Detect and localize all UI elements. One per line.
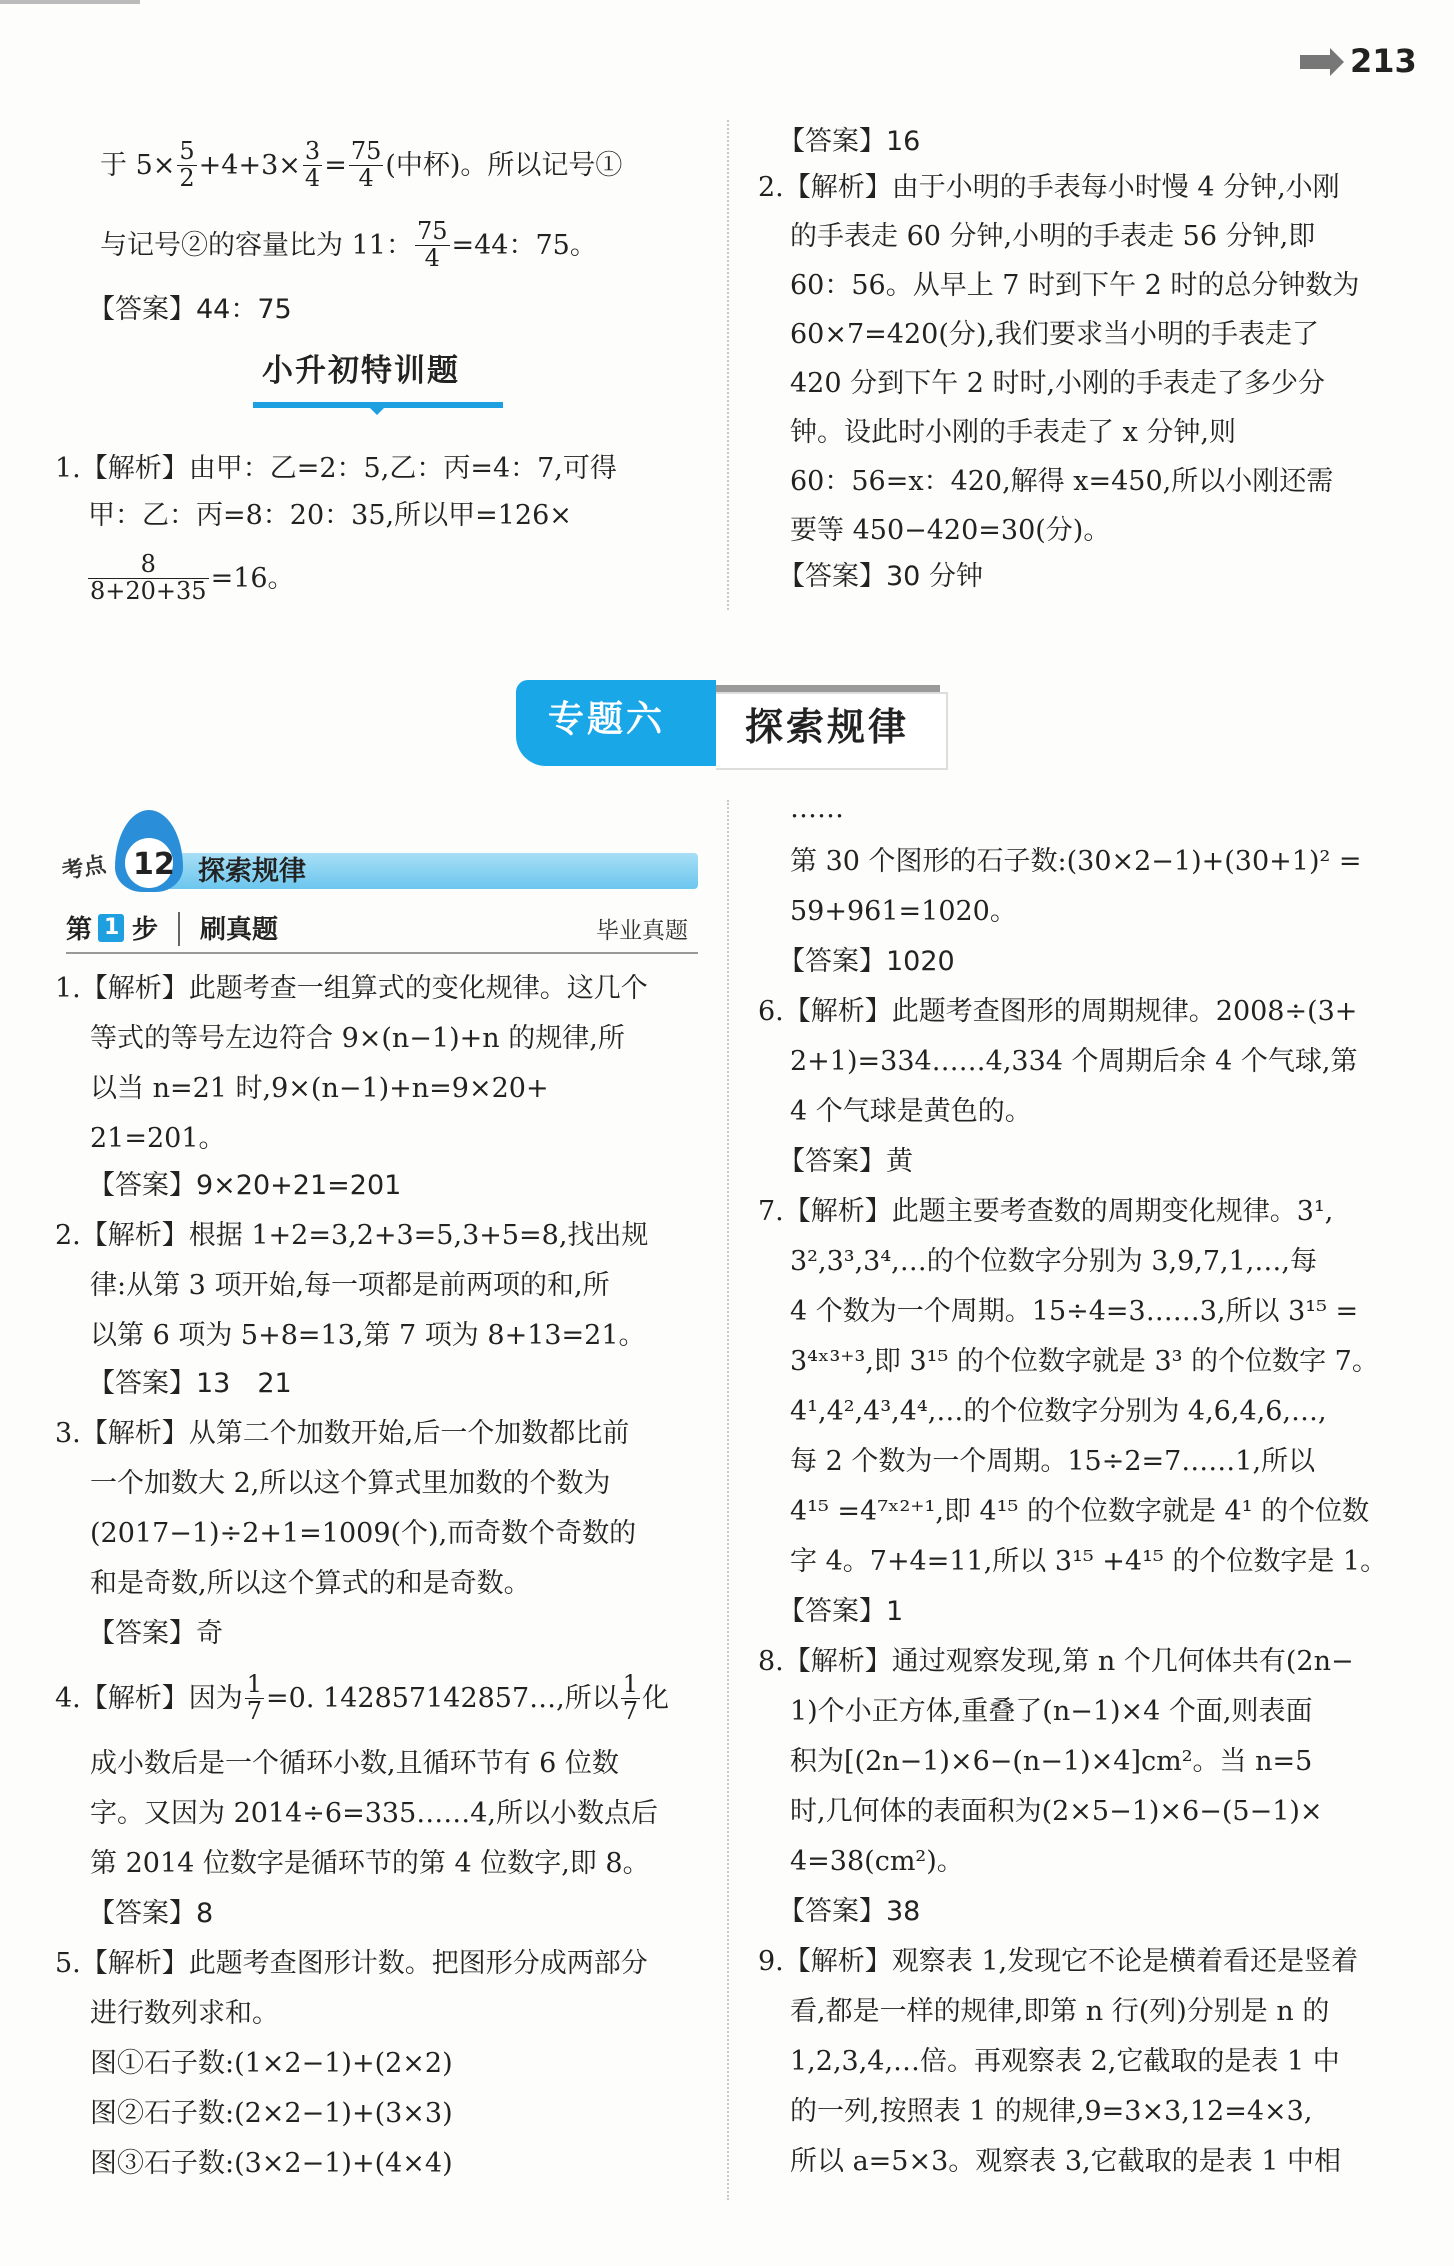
rm-line: 9.【解析】观察表 1,发现它不论是横着看还是竖着: [758, 1946, 1359, 1977]
lm-line: 成小数后是一个循环小数,且循环节有 6 位数: [90, 1748, 619, 1779]
rt-q2-line: 420 分到下午 2 时时,小刚的手表走了多少分: [790, 368, 1326, 399]
watermark-graphic: [321, 1155, 858, 1386]
lm-line: 进行数列求和。: [90, 1998, 279, 2029]
answer-44-75: 【答案】44：75: [88, 294, 292, 325]
answer-q8: 【答案】38: [778, 1896, 921, 1927]
fraction-3-4: $\frac{3}{4}$: [304, 137, 321, 192]
answer-30-minutes: 【答案】30 分钟: [778, 561, 983, 592]
answer-16: 【答案】16: [778, 126, 921, 157]
rm-line: 2+1)=334……4,334 个周期后余 4 个气球,第: [790, 1046, 1358, 1077]
kaodian-title: 探索规律: [198, 856, 306, 887]
rm-line-30b: 59+961=1020。: [790, 896, 1017, 927]
step-label-c: 刷真题: [200, 915, 279, 945]
left-top-line-2: 与记号②的容量比为 11： $\frac{75}{4}$ =44：75。: [100, 217, 597, 272]
page-arrow-icon: [1300, 55, 1330, 69]
step-number: 1: [104, 915, 120, 940]
fraction-1-7-b: $\frac{1}{7}$: [622, 1670, 639, 1725]
xs-q1-line-2: 甲：乙：丙=8：20：35,所以甲=126×: [88, 500, 572, 531]
lm-line: 等式的等号左边符合 9×(n−1)+n 的规律,所: [90, 1023, 625, 1054]
left-top-line-1: 于 5× $\frac{5}{2}$ +4+3× $\frac{3}{4}$ = $\frac{75}{4}$ (中杯)。所以记号①: [100, 137, 623, 192]
rm-line: 4=38(cm²)。: [790, 1846, 964, 1877]
lm-line: 和是奇数,所以这个算式的和是奇数。: [90, 1568, 531, 1599]
step-label-b: 步: [132, 915, 159, 945]
rm-line: 时,几何体的表面积为(2×5−1)×6−(5−1)×: [790, 1796, 1323, 1827]
page-number: 213: [1350, 42, 1417, 80]
lm-line: 图③石子数:(3×2−1)+(4×4): [90, 2148, 453, 2179]
step-right-label: 毕业真题: [596, 918, 688, 944]
lm-line: 一个加数大 2,所以这个算式里加数的个数为: [90, 1468, 611, 1499]
fraction-1-7: $\frac{1}{7}$: [246, 1670, 263, 1725]
rm-line: 4 个气球是黄色的。: [790, 1096, 1032, 1127]
lm-line: 1.【解析】此题考查一组算式的变化规律。这几个: [55, 973, 648, 1004]
rt-q2-line: 60：56=x：420,解得 x=450,所以小刚还需: [790, 466, 1334, 497]
kaodian-number: 12: [133, 847, 175, 882]
rm-line: 4¹,4²,4³,4⁴,…的个位数字分别为 4,6,4,6,…,: [790, 1396, 1327, 1427]
rm-line: 4¹⁵ =4⁷ˣ²⁺¹,即 4¹⁵ 的个位数字就是 4¹ 的个位数: [790, 1496, 1370, 1527]
rm-line: 所以 a=5×3。观察表 3,它截取的是表 1 中相: [790, 2146, 1341, 2177]
lm-line: 图①石子数:(1×2−1)+(2×2): [90, 2048, 453, 2079]
lm-line: 字。又因为 2014÷6=335……4,所以小数点后: [90, 1798, 659, 1829]
rm-line: 8.【解析】通过观察发现,第 n 个几何体共有(2n−: [758, 1646, 1354, 1677]
lm-line: 21=201。: [90, 1123, 226, 1154]
answer-q5: 【答案】1020: [778, 946, 955, 977]
rm-line: 字 4。7+4=11,所以 3¹⁵ +4¹⁵ 的个位数字是 1。: [790, 1546, 1388, 1577]
banner-right-text: 探索规律: [745, 705, 910, 749]
rm-line: 积为[(2n−1)×6−(n−1)×4]cm²。当 n=5: [790, 1746, 1313, 1777]
lm-line: 第 2014 位数字是循环节的第 4 位数字,即 8。: [90, 1848, 650, 1879]
lm-line: 以当 n=21 时,9×(n−1)+n=9×20+: [90, 1073, 549, 1104]
answer-q2: 【答案】13 21: [88, 1368, 292, 1399]
rm-line: 1,2,3,4,…倍。再观察表 2,它截取的是表 1 中: [790, 2046, 1340, 2077]
fraction-8-over-sum: $\frac{8}{8+20+35}$: [90, 550, 207, 605]
left-q4-line-1: 4.【解析】因为 $\frac{1}{7}$ =0. 142857142857…,所以 $\frac{1}{7}$ 化: [55, 1670, 670, 1725]
answer-q1: 【答案】9×20+21=201: [88, 1170, 402, 1201]
rm-line: 3⁴ˣ³⁺³,即 3¹⁵ 的个位数字就是 3³ 的个位数字 7。: [790, 1346, 1379, 1377]
lm-line: 2.【解析】根据 1+2=3,2+3=5,3+5=8,找出规: [55, 1220, 649, 1251]
section-title-pointer: [368, 406, 386, 415]
rt-q2-line: 2.【解析】由于小明的手表每小时慢 4 分钟,小刚: [758, 172, 1340, 203]
lm-line: 以第 6 项为 5+8=13,第 7 项为 8+13=21。: [90, 1320, 646, 1351]
answer-q7: 【答案】1: [778, 1596, 904, 1627]
step-label-a: 第: [66, 915, 93, 945]
rm-line: 6.【解析】此题考查图形的周期规律。2008÷(3+: [758, 996, 1358, 1027]
lm-line: 5.【解析】此题考查图形计数。把图形分成两部分: [55, 1948, 648, 1979]
answer-q3: 【答案】奇: [88, 1618, 223, 1649]
rt-q2-line: 的手表走 60 分钟,小明的手表走 56 分钟,即: [790, 221, 1316, 252]
top-left-mark: [0, 0, 140, 4]
rm-line: 3²,3³,3⁴,…的个位数字分别为 3,9,7,1,…,每: [790, 1246, 1317, 1277]
banner-left-text: 专题六: [548, 699, 666, 740]
section-title-xiaoshengchu: 小升初特训题: [262, 353, 460, 389]
answer-q4: 【答案】8: [88, 1898, 214, 1929]
lm-line: 律:从第 3 项开始,每一项都是前两项的和,所: [90, 1270, 610, 1301]
rm-line: 每 2 个数为一个周期。15÷2=7……1,所以: [790, 1446, 1316, 1477]
rm-dots: ……: [790, 793, 844, 824]
kaodian-tag: 考点: [60, 852, 108, 885]
fraction-5-2: $\frac{5}{2}$: [179, 137, 195, 192]
fraction-75-4: $\frac{75}{4}$: [350, 137, 382, 192]
rm-line: 1)个小正方体,重叠了(n−1)×4 个面,则表面: [790, 1696, 1313, 1727]
rm-line: 的一列,按照表 1 的规律,9=3×3,12=4×3,: [790, 2096, 1313, 2127]
rm-line-30: 第 30 个图形的石子数:(30×2−1)+(30+1)² =: [790, 846, 1362, 877]
rt-q2-line: 60：56。从早上 7 时到下午 2 时的总分钟数为: [790, 270, 1360, 301]
step-underline: [66, 952, 698, 954]
watermark-graphic: [291, 1905, 828, 2136]
rt-q2-line: 钟。设此时小刚的手表走了 x 分钟,则: [790, 417, 1236, 448]
answer-q6: 【答案】黄: [778, 1146, 913, 1177]
lm-line: 图②石子数:(2×2−1)+(3×3): [90, 2098, 453, 2129]
rm-line: 7.【解析】此题主要考查数的周期变化规律。3¹,: [758, 1196, 1334, 1227]
lm-line: 3.【解析】从第二个加数开始,后一个加数都比前: [55, 1418, 630, 1449]
rt-q2-line: 60×7=420(分),我们要求当小明的手表走了: [790, 319, 1319, 350]
rm-line: 看,都是一样的规律,即第 n 行(列)分别是 n 的: [790, 1996, 1330, 2027]
rm-line: 4 个数为一个周期。15÷4=3……3,所以 3¹⁵ =: [790, 1296, 1359, 1327]
rt-q2-line: 要等 450−420=30(分)。: [790, 515, 1111, 546]
xs-q1-line-3: $\frac{8}{8+20+35}$ =16。: [90, 550, 295, 605]
column-divider-top: [727, 120, 729, 610]
xs-q1-line-1: 1.【解析】由甲：乙=2：5,乙：丙=4：7,可得: [55, 453, 617, 484]
fraction-75-4-b: $\frac{75}{4}$: [416, 217, 448, 272]
step-separator: [178, 912, 180, 946]
lm-line: (2017−1)÷2+1=1009(个),而奇数个奇数的: [90, 1518, 637, 1549]
